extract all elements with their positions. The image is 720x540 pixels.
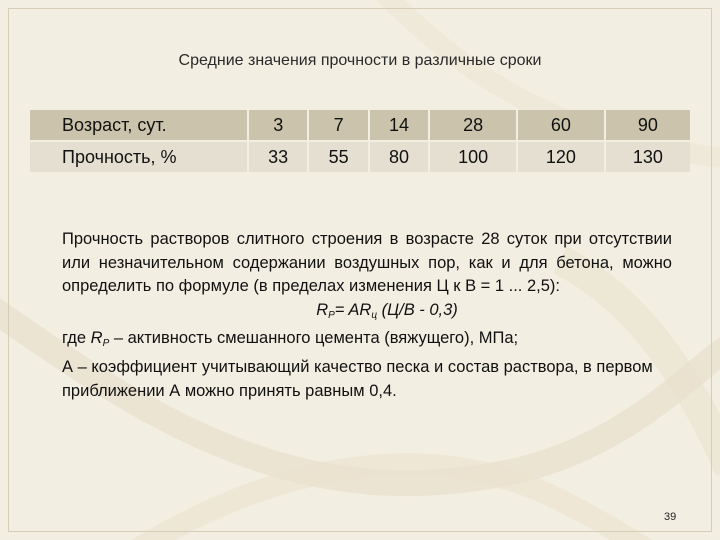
formula-eq-subscript: ц [371,309,378,321]
body-text [62,228,672,403]
formula-eq: = AR [334,300,372,319]
table-cell: 90 [605,110,690,141]
coefficient-paragraph: А – коэффициент учитывающий качество песка и состав раствора, в первом приближении А можно принять равным 0,4. [62,357,653,400]
table-cell: 28 [429,110,517,141]
strength-table [30,110,690,172]
table-cell: 130 [605,141,690,172]
table-cell: 80 [369,141,429,172]
formula-lhs-subscript: P [328,309,335,321]
where-text: – активность смешанного цемента (вяжущего), МПа; [109,329,519,348]
table-cell: 60 [517,110,605,141]
where-symbol-subscript: P [102,338,110,350]
table-cell: 33 [248,141,308,172]
where-prefix: где [62,329,91,348]
table-cell: 120 [517,141,605,172]
table-cell: 100 [429,141,517,172]
formula-lhs: R [316,300,329,319]
table-cell: 3 [248,110,308,141]
intro-paragraph: Прочность растворов слитного строения в возрасте 28 суток при отсутствии или незначительном содержании воздушных пор, как и для бетона, можно определить по формуле (в пределах изменения Ц к В = 1 ... 2,5): [62,230,672,296]
row-label-age: Возраст, сут. [30,110,248,141]
table-row-strength [30,141,690,172]
table-cell: 14 [369,110,429,141]
where-line [62,327,672,356]
formula [62,299,672,328]
table-cell: 55 [308,141,368,172]
table-cell: 7 [308,110,368,141]
page-number: 39 [664,511,677,523]
slide-title: Средние значения прочности в различные сроки [178,52,542,69]
table-row-age [30,110,690,141]
formula-rhs: (Ц/В - 0,3) [377,300,458,319]
where-symbol: R [90,329,103,348]
row-label-strength: Прочность, % [30,141,248,172]
